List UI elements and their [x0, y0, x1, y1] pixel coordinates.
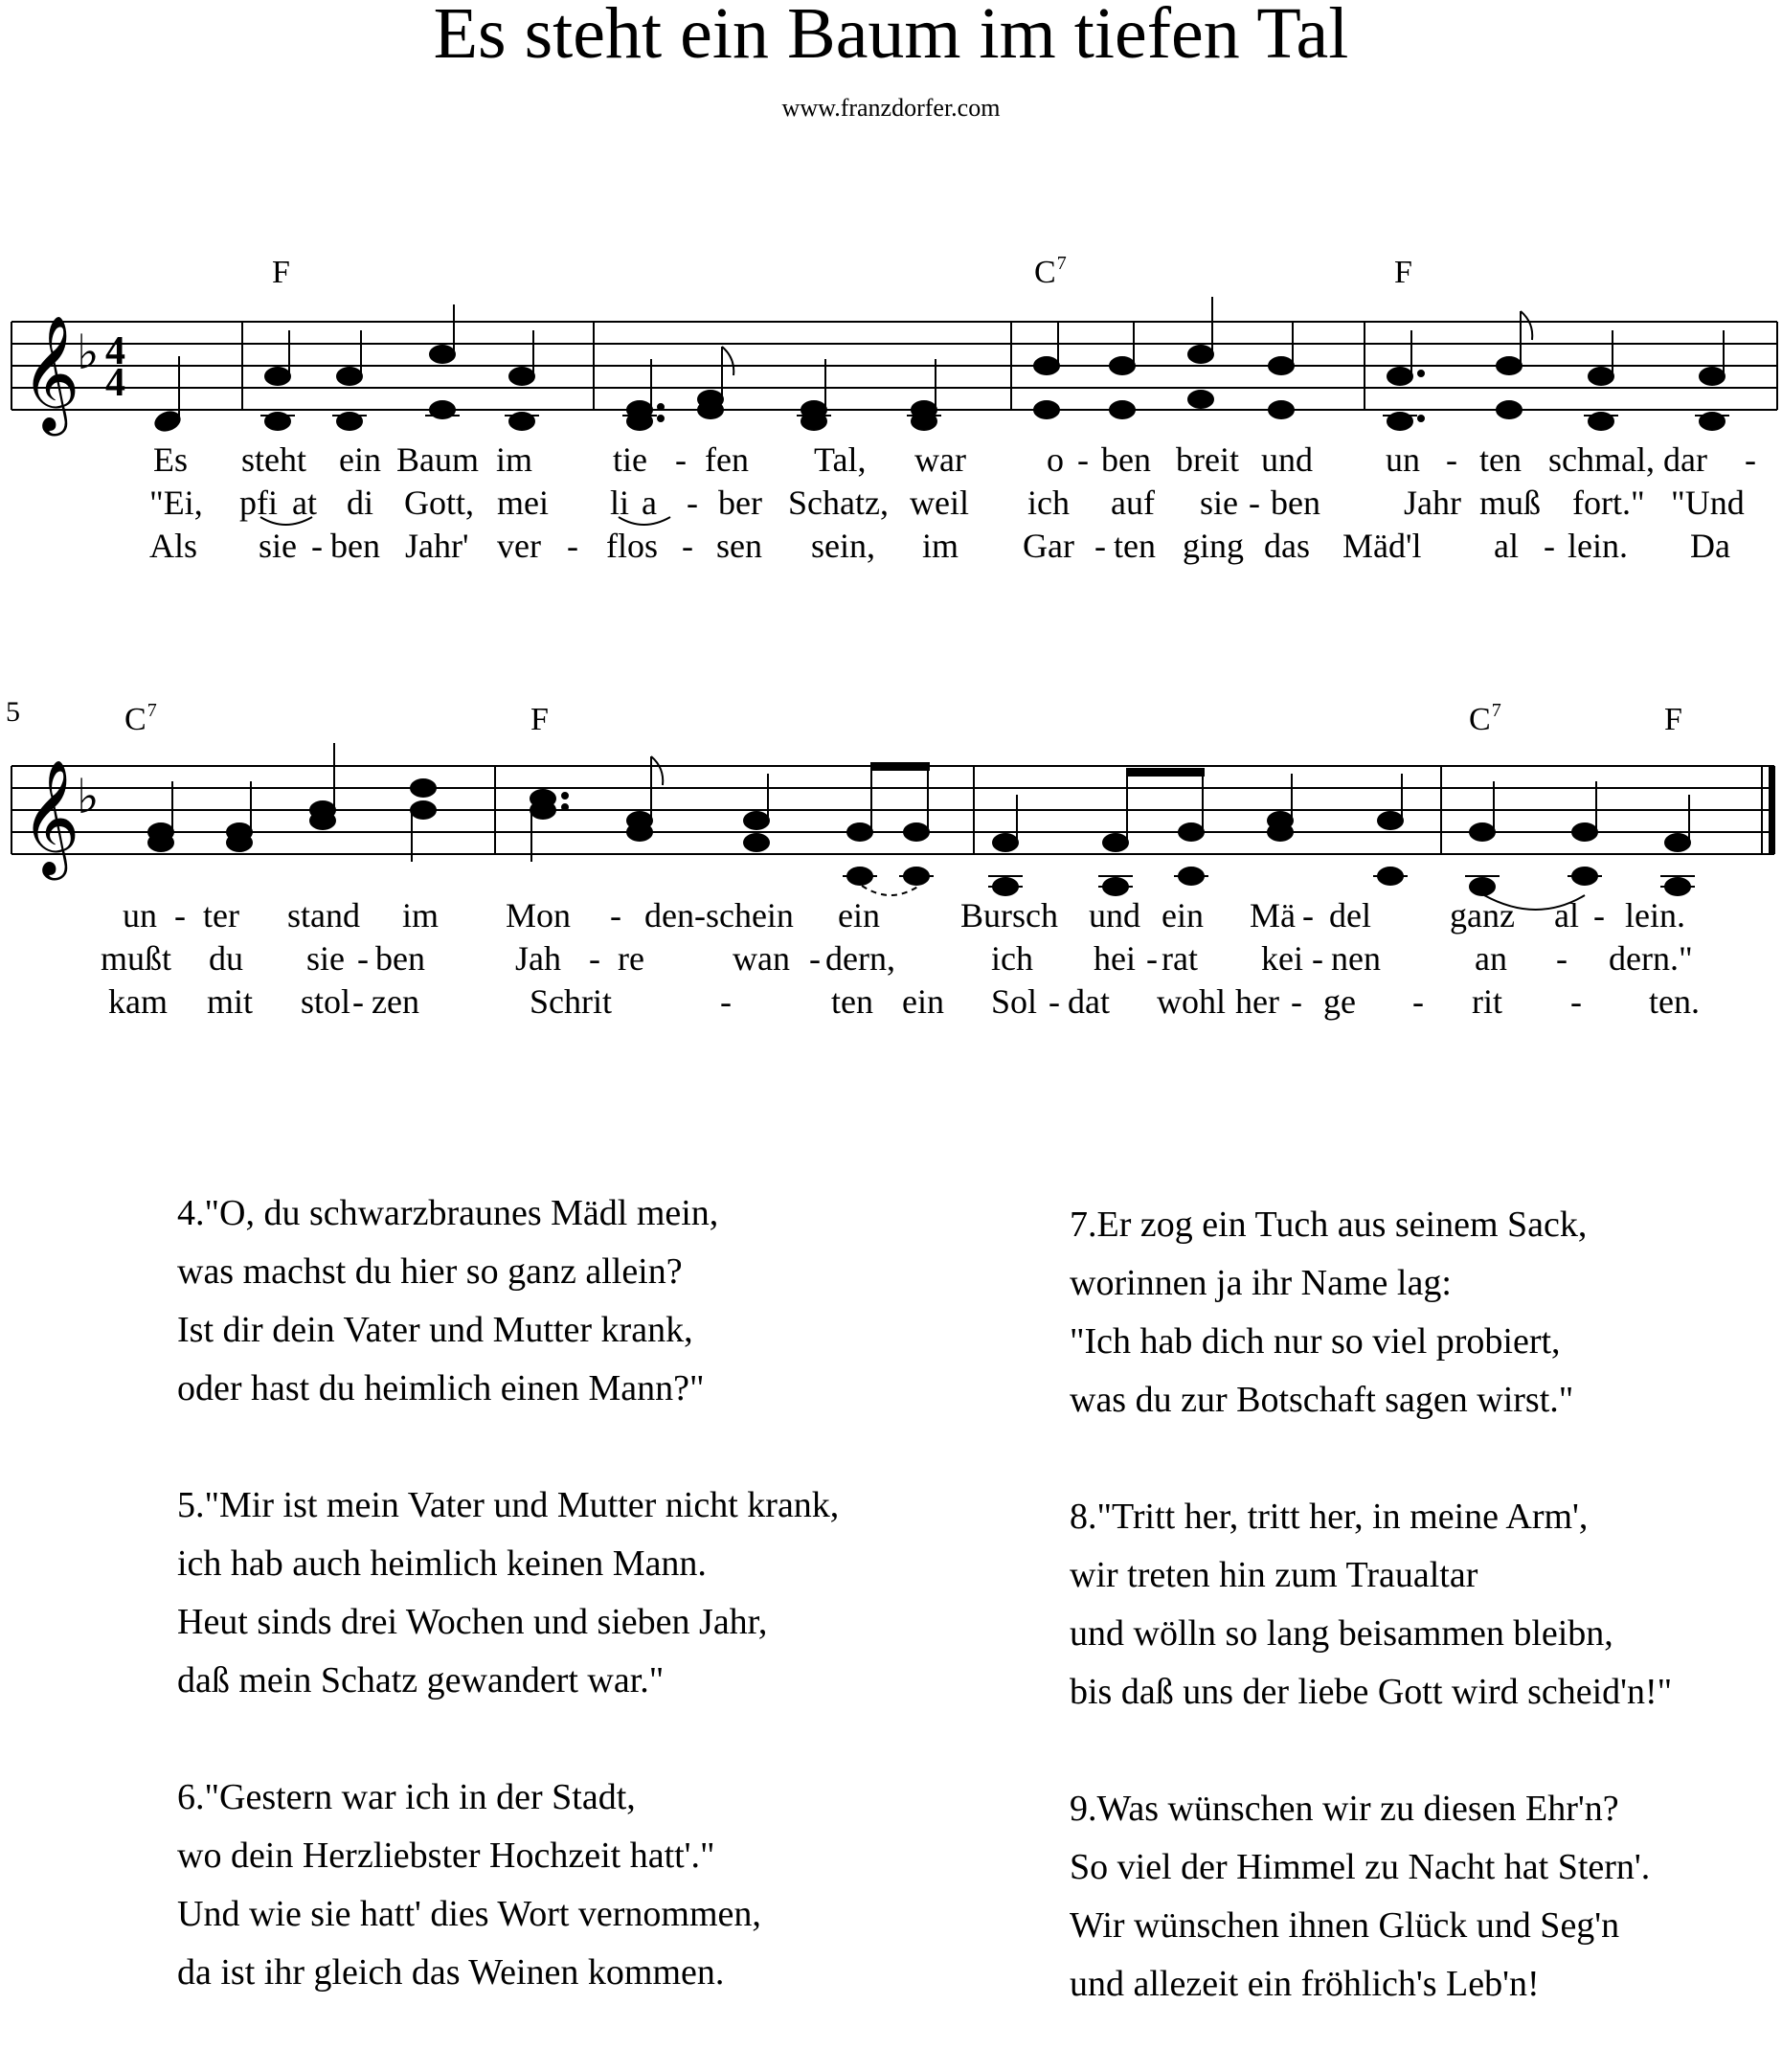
lyric-syllable: Jah: [515, 939, 561, 978]
song-title: Es steht ein Baum im tiefen Tal: [433, 0, 1349, 74]
lyric-syllable: un: [1386, 440, 1420, 479]
lyric-syllable: fort.": [1572, 484, 1645, 522]
time-signature-bottom: 4: [105, 361, 125, 405]
lyric-syllable: un: [123, 896, 157, 935]
verse-line: da ist ihr gleich das Weinen kommen.: [177, 1952, 725, 1993]
lyric-syllable: Schatz,: [788, 484, 889, 522]
lyric-syllable: al: [1554, 896, 1579, 935]
lyric-hyphen: -: [352, 982, 364, 1021]
lyric-syllable: ein: [902, 982, 944, 1021]
lyric-syllable: ein: [838, 896, 880, 935]
verse-line: 9.Was wünschen wir zu diesen Ehr'n?: [1070, 1789, 1619, 1829]
verse-line: was du zur Botschaft sagen wirst.": [1070, 1380, 1574, 1420]
lyric-syllable: sein,: [811, 527, 875, 565]
source-url: www.franzdorfer.com: [781, 94, 1001, 122]
lyric-hyphen: -: [682, 527, 693, 565]
lyric-hyphen: -: [311, 527, 323, 565]
verse-8: [1070, 1488, 1672, 1722]
lyric-syllable: li: [610, 484, 630, 522]
lyric-syllable: sie: [1200, 484, 1238, 522]
lyric-syllable: Jahr': [405, 527, 469, 565]
verse-line: 4."O, du schwarzbraunes Mädl mein,: [177, 1193, 719, 1233]
lyric-hyphen: -: [610, 896, 621, 935]
verse-5: [177, 1476, 839, 1710]
lyric-hyphen: -: [357, 939, 369, 978]
verse-4: [177, 1184, 839, 1418]
lyric-syllable: Sol: [991, 982, 1038, 1021]
lyric-syllable: mit: [207, 982, 254, 1021]
verse-line: 7.Er zog ein Tuch aus seinem Sack,: [1070, 1205, 1588, 1245]
lyric-syllable: ten: [1479, 440, 1522, 479]
lyric-hyphen: -: [1593, 896, 1605, 935]
verse-line: 6."Gestern war ich in der Stadt,: [177, 1777, 636, 1817]
lyric-syllable: sen: [716, 527, 762, 565]
music-staff-system-2: [0, 728, 1782, 895]
lyric-hyphen: -: [1544, 527, 1555, 565]
lyric-syllable: ich: [991, 939, 1033, 978]
lyric-syllable: Tal,: [814, 440, 867, 479]
lyric-syllable: Bursch: [960, 896, 1058, 935]
staff-lines: [11, 766, 1774, 854]
final-barline: [1769, 766, 1775, 854]
lyric-syllable: Da: [1690, 527, 1730, 565]
lyric-syllable: rit: [1472, 982, 1502, 1021]
verse-line: wo dein Herzliebster Hochzeit hatt'.": [177, 1836, 715, 1876]
lyric-hyphen: -: [1745, 440, 1756, 479]
lyric-syllable: dar: [1663, 440, 1707, 479]
lyric-syllable: Gar: [1023, 527, 1074, 565]
lyric-syllable: kam: [108, 982, 168, 1021]
lyric-syllable: dat: [1068, 982, 1110, 1021]
lyric-syllable: fen: [705, 440, 749, 479]
lyric-syllable: zen: [372, 982, 419, 1021]
verse-line: Wir wünschen ihnen Glück und Seg'n: [1070, 1905, 1620, 1946]
lyric-syllable: del: [1329, 896, 1371, 935]
lyric-syllable: mei: [497, 484, 549, 522]
lyric-syllable: stol: [301, 982, 351, 1021]
lyric-hyphen: -: [687, 484, 698, 522]
lyric-hyphen: -: [1049, 982, 1060, 1021]
lyric-syllable: tie: [613, 440, 647, 479]
verse-line: ich hab auch heimlich keinen Mann.: [177, 1543, 707, 1584]
lyric-syllable: dern.": [1609, 939, 1693, 978]
lyric-syllable: im: [496, 440, 533, 479]
lyric-syllable: Es: [153, 440, 188, 479]
verse-line: und wölln so lang beisammen bleibn,: [1070, 1613, 1613, 1654]
lyric-syllable: stand: [287, 896, 360, 935]
lyric-syllable: a: [642, 484, 657, 522]
lyric-syllable: sie: [306, 939, 345, 978]
chord-symbol: F: [272, 255, 290, 290]
lyric-syllable: du: [209, 939, 243, 978]
lyric-syllable: Jahr: [1404, 484, 1461, 522]
lyric-syllable: den-schein: [644, 896, 794, 935]
verse-line: wir treten hin zum Traualtar: [1070, 1555, 1478, 1595]
chord-symbol: $C^7$: [1469, 700, 1501, 737]
lyric-hyphen: -: [1302, 896, 1314, 935]
lyric-syllable: ging: [1183, 527, 1245, 565]
lyric-syllable: rat: [1162, 939, 1198, 978]
lyric-syllable: ben: [375, 939, 425, 978]
lyric-syllable: wohl: [1157, 982, 1226, 1021]
lyric-syllable: ein: [1162, 896, 1204, 935]
verse-line: und allezeit ein fröhlich's Leb'n!: [1070, 1964, 1540, 2004]
ledger-lines: [843, 876, 1695, 887]
lyric-hyphen: -: [1249, 484, 1260, 522]
lyric-hyphen: -: [675, 440, 687, 479]
lyric-syllable: weil: [910, 484, 969, 522]
verse-line: Heut sinds drei Wochen und sieben Jahr,: [177, 1602, 768, 1642]
lyric-syllable: kei: [1261, 939, 1303, 978]
verse-9: [1070, 1780, 1672, 2014]
lyric-syllable: re: [618, 939, 644, 978]
lyric-syllable: und: [1089, 896, 1140, 935]
lyric-syllable: Mä: [1250, 896, 1296, 935]
lyric-syllable: ber: [718, 484, 762, 522]
lyric-syllable: muß: [1479, 484, 1542, 522]
lyric-syllable: wan: [733, 939, 790, 978]
lyric-syllable: Mäd'l: [1342, 527, 1422, 565]
verses-right-column: [1070, 1196, 1672, 2072]
verse-line: "Ich hab dich nur so viel probiert,: [1070, 1321, 1561, 1362]
lyric-syllable: Gott,: [404, 484, 475, 522]
lyric-syllable: an: [1475, 939, 1507, 978]
lyric-syllable: di: [347, 484, 374, 522]
lyric-syllable: al: [1494, 527, 1519, 565]
flat-key-signature-icon: ♭: [77, 769, 100, 824]
lyric-syllable: ver: [497, 527, 541, 565]
lyric-syllable: pfi: [239, 484, 278, 522]
verse-line: daß mein Schatz gewandert war.": [177, 1660, 665, 1700]
treble-clef-icon: 𝄞: [21, 758, 80, 875]
verse-line: Und wie sie hatt' dies Wort vernommen,: [177, 1894, 761, 1934]
lyric-syllable: "Ei,: [149, 484, 203, 522]
verse-line: oder hast du heimlich einen Mann?": [177, 1368, 705, 1408]
lyric-hyphen: -: [567, 527, 578, 565]
lyric-hyphen: -: [1291, 982, 1302, 1021]
treble-clef-icon: 𝄞: [21, 314, 80, 431]
lyric-syllable: ter: [203, 896, 239, 935]
lyric-syllable: ich: [1027, 484, 1070, 522]
measure-number: 5: [6, 696, 20, 728]
lyric-syllable: Mon: [506, 896, 572, 935]
lyric-syllable: ben: [1101, 440, 1151, 479]
music-staff-system-1: [0, 278, 1782, 431]
lyric-syllable: nen: [1331, 939, 1381, 978]
lyric-syllable: ben: [330, 527, 380, 565]
lyric-hyphen: -: [1556, 939, 1568, 978]
lyric-hyphen: -: [589, 939, 600, 978]
verse-line: 5."Mir ist mein Vater und Mutter nicht krank,: [177, 1485, 840, 1525]
lyric-syllable: ten.: [1649, 982, 1700, 1021]
lyric-syllable: at: [292, 484, 317, 522]
verse-line: 8."Tritt her, tritt her, in meine Arm',: [1070, 1497, 1589, 1537]
lyric-hyphen: -: [1412, 982, 1424, 1021]
verse-line: bis daß uns der liebe Gott wird scheid'n!": [1070, 1672, 1673, 1712]
lyric-syllable: lein.: [1625, 896, 1685, 935]
verse-line: worinnen ja ihr Name lag:: [1070, 1263, 1452, 1303]
lyric-syllable: und: [1261, 440, 1313, 479]
lyric-syllable: ein: [339, 440, 381, 479]
verses-left-column: [177, 1184, 839, 2061]
lyric-syllable: ge: [1323, 982, 1356, 1021]
lyric-syllable: war: [914, 440, 966, 479]
lyric-syllable: auf: [1111, 484, 1155, 522]
lyric-syllable: breit: [1176, 440, 1239, 479]
lyric-syllable: her: [1235, 982, 1279, 1021]
lyric-syllable: Baum: [396, 440, 479, 479]
lyric-syllable: lein.: [1568, 527, 1628, 565]
lyric-hyphen: -: [1146, 939, 1158, 978]
chord-symbol: F: [1394, 255, 1412, 290]
lyric-syllable: Als: [149, 527, 198, 565]
lyric-hyphen: -: [720, 982, 732, 1021]
lyric-hyphen: -: [1077, 440, 1089, 479]
lyric-syllable: hei: [1094, 939, 1136, 978]
lyric-syllable: ten: [831, 982, 873, 1021]
dashed-slur: [862, 886, 919, 895]
chord-symbol: $C^7$: [124, 700, 157, 737]
lyric-syllable: ben: [1271, 484, 1320, 522]
time-signature-top: 4: [105, 329, 125, 373]
verse-line: Ist dir dein Vater und Mutter krank,: [177, 1310, 693, 1350]
lyric-hyphen: -: [174, 896, 186, 935]
lyric-hyphen: -: [1094, 527, 1106, 565]
lyric-syllable: ten: [1114, 527, 1156, 565]
chord-symbol: $C^7$: [1034, 253, 1067, 290]
lyric-syllable: mußt: [101, 939, 172, 978]
flat-key-signature-icon: ♭: [77, 325, 100, 380]
lyric-syllable: schmal,: [1548, 440, 1655, 479]
verse-line: was machst du hier so ganz allein?: [177, 1251, 683, 1292]
verse-7: [1070, 1196, 1672, 1430]
verse-6: [177, 1768, 839, 2002]
chord-symbol: F: [530, 702, 549, 737]
chord-symbol: F: [1664, 702, 1682, 737]
lyric-syllable: im: [922, 527, 959, 565]
lyric-syllable: o: [1047, 440, 1064, 479]
lyric-hyphen: -: [1446, 440, 1457, 479]
verse-line: So viel der Himmel zu Nacht hat Stern'.: [1070, 1847, 1651, 1887]
lyric-syllable: Schrit: [530, 982, 612, 1021]
lyric-hyphen: -: [1570, 982, 1582, 1021]
lyric-syllable: steht: [241, 440, 306, 479]
lyric-hyphen: -: [1312, 939, 1323, 978]
lyric-syllable: sie: [259, 527, 297, 565]
lyric-syllable: flos: [606, 527, 658, 565]
lyric-syllable: das: [1264, 527, 1310, 565]
lyric-syllable: im: [402, 896, 440, 935]
lyric-syllable: ganz: [1450, 896, 1515, 935]
lyric-syllable: "Und: [1671, 484, 1745, 522]
lyric-hyphen: -: [809, 939, 821, 978]
lyric-syllable: dern,: [825, 939, 895, 978]
